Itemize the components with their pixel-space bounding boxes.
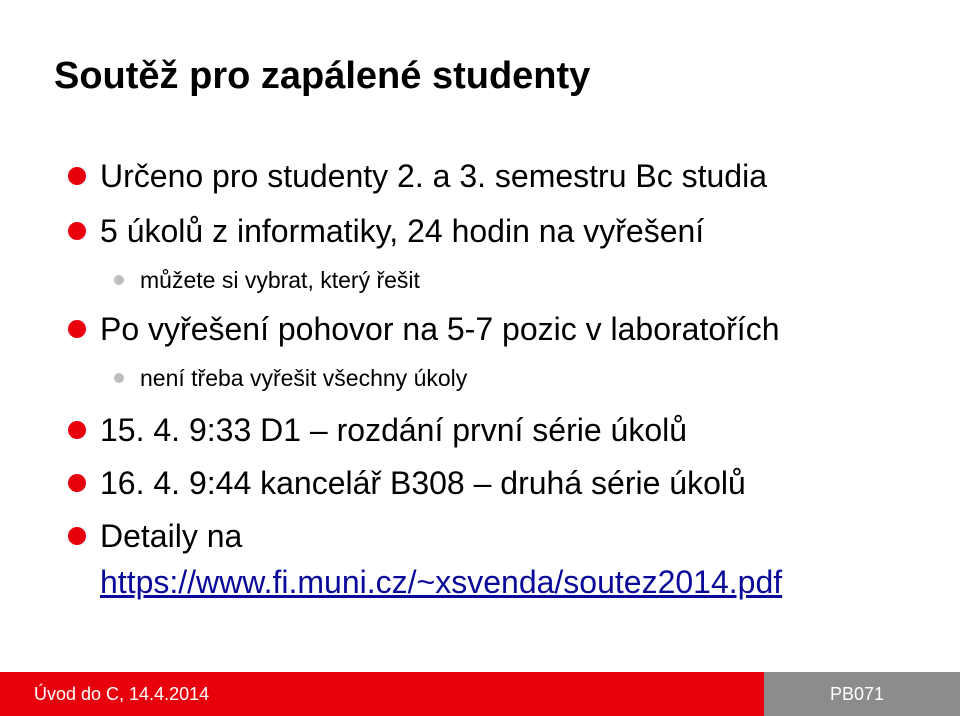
bullet-item: 16. 4. 9:44 kancelář B308 – druhá série úkolů: [100, 465, 746, 501]
bullet-item: 15. 4. 9:33 D1 – rozdání první série úkolů: [100, 412, 688, 448]
sub-bullet-item: můžete si vybrat, který řešit: [140, 267, 420, 293]
details-link[interactable]: https://www.fi.muni.cz/~xsvenda/soutez2014.pdf: [100, 564, 783, 600]
bullet-dot-icon: [68, 421, 86, 439]
bullet-item: Detaily na: [100, 518, 243, 554]
sub-bullet-dot-icon: [114, 373, 124, 383]
bullet-dot-icon: [68, 527, 86, 545]
sub-bullet-dot-icon: [114, 275, 124, 285]
footer-course-code: PB071: [830, 684, 885, 704]
slide-title: Soutěž pro zapálené studenty: [54, 55, 591, 97]
bullet-item: Po vyřešení pohovor na 5-7 pozic v laboratořích: [100, 311, 780, 347]
bullet-item: Určeno pro studenty 2. a 3. semestru Bc studia: [100, 158, 767, 194]
bullet-dot-icon: [68, 320, 86, 338]
bullet-dot-icon: [68, 474, 86, 492]
footer-course-date: Úvod do C, 14.4.2014: [34, 684, 210, 704]
bullet-dot-icon: [68, 167, 86, 185]
sub-bullet-item: není třeba vyřešit všechny úkoly: [140, 365, 468, 391]
bullet-item: 5 úkolů z informatiky, 24 hodin na vyřešení: [100, 213, 705, 249]
bullet-dot-icon: [68, 222, 86, 240]
